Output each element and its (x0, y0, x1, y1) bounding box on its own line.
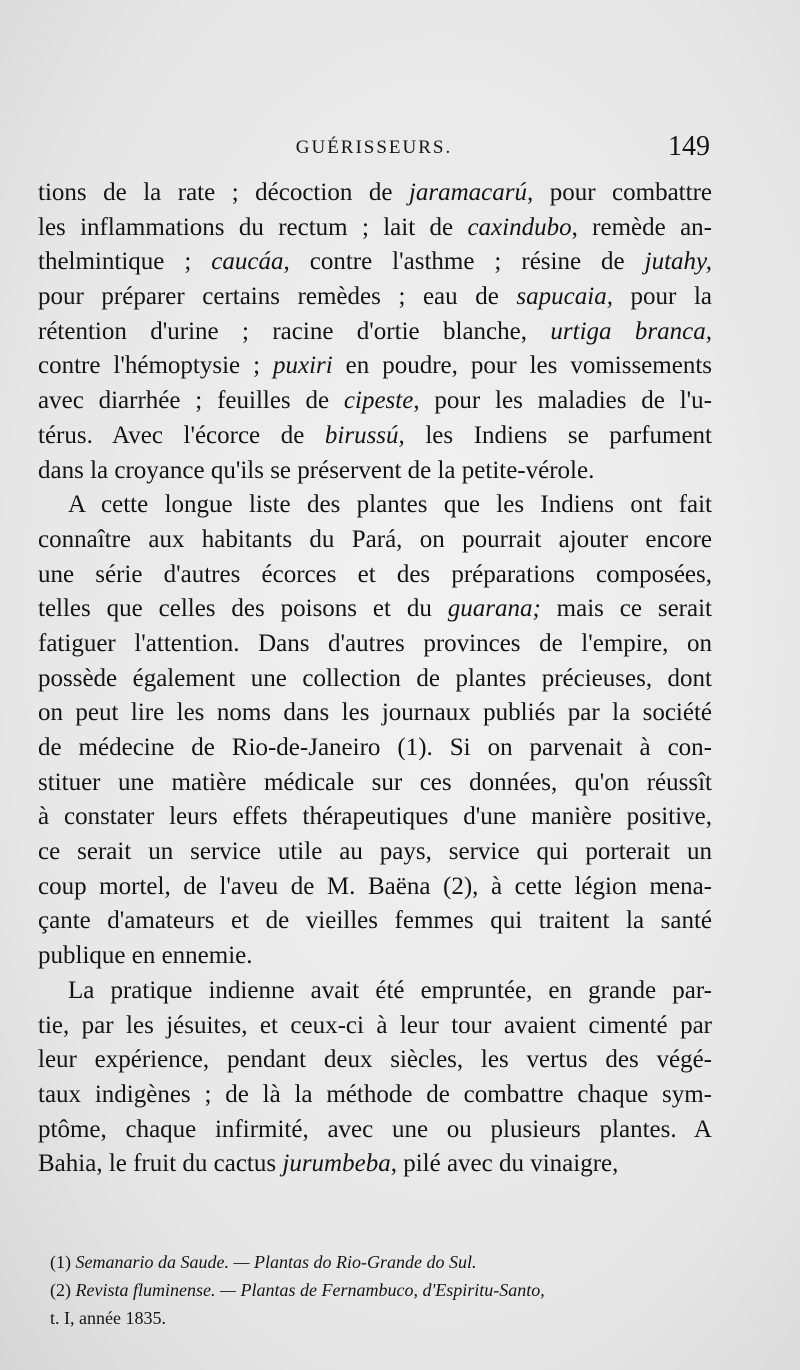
text-run: les Indiens se parfument (404, 421, 712, 449)
text-run: telles que celles des poisons et du (38, 595, 448, 623)
page-header (40, 131, 708, 167)
text-line (38, 904, 712, 939)
text-line (38, 1113, 712, 1148)
text-line (38, 211, 712, 246)
text-run: thelmintique ; (38, 248, 212, 276)
text-line (38, 939, 712, 974)
text-line (38, 800, 712, 835)
text-run: connaître aux habitants du Pará, on pourrait ajouter encore (38, 525, 712, 553)
text-run: Bahia, le fruit du cactus (38, 1150, 283, 1178)
text-run: La pratique indienne avait été empruntée, en grande par- (68, 976, 712, 1004)
text-run: les inflammations du rectum ; lait de (38, 213, 468, 241)
text-line (38, 1043, 712, 1078)
text-run: rétention d'urine ; racine d'ortie blanche, (38, 317, 551, 345)
text-run: stituer une matière médicale sur ces données, qu'on réussît (38, 768, 712, 796)
footnote-number: (1) (50, 1252, 71, 1272)
text-line (38, 523, 712, 558)
text-run: de médecine de Rio-de-Janeiro (1). Si on parvenait à con- (38, 734, 712, 761)
text-run: pour préparer certains remèdes ; eau de (38, 283, 517, 311)
text-line (38, 488, 712, 523)
text-run: çante d'amateurs et de vieilles femmes qui traitent la santé (38, 907, 712, 935)
text-run: avec diarrhée ; feuilles de (38, 387, 344, 415)
text-run: en poudre, pour les vomissements (332, 352, 712, 380)
italic-term: jutahy, (644, 248, 712, 276)
italic-term: cipeste (343, 387, 414, 415)
text-run: possède également une collection de plantes précieuses, dont (38, 664, 712, 692)
italic-term: caucáa (211, 248, 284, 276)
text-line (38, 176, 712, 211)
text-run: , pilé avec du vinaigre, (390, 1150, 619, 1178)
paragraph (38, 974, 712, 1182)
text-run: fatiguer l'attention. Dans d'autres provinces de l'empire, on (38, 629, 712, 657)
text-line (38, 731, 712, 766)
italic-term: jurumbeba (282, 1150, 391, 1178)
text-run: mais ce serait (540, 595, 712, 623)
page-number: 149 (668, 131, 710, 162)
running-title: GUÉRISSEURS. (295, 137, 453, 158)
text-run: publique en ennemie. (38, 942, 253, 970)
footnote-text: Revista fluminense. — Plantas de Fernambuco, d'Espiritu-Santo, (75, 1280, 545, 1300)
text-run: leur expérience, pendant deux siècles, les vertus des végé- (38, 1046, 712, 1074)
text-line (38, 592, 712, 627)
text-run: , pour les maladies de l'u- (413, 387, 712, 415)
text-line (38, 627, 712, 662)
text-run: A cette longue liste des plantes que les Indiens ont fait (68, 491, 712, 519)
text-run: tie, par les jésuites, et ceux-ci à leur tour avaient cimenté par (38, 1011, 712, 1039)
text-line (38, 1009, 712, 1044)
text-line (38, 245, 712, 280)
paragraph (38, 176, 712, 488)
footnote (50, 1248, 716, 1276)
text-run: ptôme, chaque infirmité, avec une ou plusieurs plantes. A (38, 1115, 712, 1143)
text-line (38, 662, 712, 697)
text-line (38, 696, 712, 731)
text-run: , contre l'asthme ; résine de (283, 248, 645, 276)
body-text (38, 176, 712, 1182)
text-line (38, 835, 712, 870)
text-line (38, 315, 712, 350)
text-line (38, 1147, 712, 1182)
paragraph (38, 488, 712, 974)
italic-term: jaramacarú, (408, 179, 534, 206)
text-line (38, 1078, 712, 1113)
text-line (38, 766, 712, 801)
text-run: ce serait un service utile au pays, service qui porterait un (38, 838, 712, 866)
text-run: taux indigènes ; de là la méthode de combattre chaque sym- (38, 1080, 712, 1108)
text-line (38, 419, 712, 454)
text-run: pour combattre (533, 179, 713, 206)
text-line (38, 280, 712, 315)
footnote (50, 1304, 716, 1332)
italic-term: guarana; (447, 595, 541, 623)
text-line (38, 974, 712, 1009)
text-run: on peut lire les noms dans les journaux publiés par la société (38, 699, 712, 727)
text-run: à constater leurs effets thérapeutiques d'une manière positive, (38, 803, 712, 831)
text-run: pour la (612, 283, 712, 311)
text-run: une série d'autres écorces et des préparations composées, (38, 560, 712, 588)
italic-term: birussú, (324, 421, 405, 449)
text-run: , remède an- (571, 213, 713, 241)
text-line (38, 349, 712, 384)
footnote (50, 1276, 716, 1304)
footnotes (50, 1248, 716, 1332)
footnote-number: (2) (50, 1280, 71, 1300)
text-run: tions de la rate ; décoction de (38, 179, 409, 206)
footnote-text: Semanario da Saude. — Plantas do Rio-Grande do Sul. (75, 1252, 477, 1272)
italic-term: caxindubo (467, 213, 572, 241)
italic-term: puxiri (272, 352, 333, 380)
text-line (38, 558, 712, 593)
footnote-text: t. I, année 1835. (50, 1308, 166, 1328)
text-run: contre l'hémoptysie ; (38, 352, 273, 380)
text-line (38, 384, 712, 419)
text-run: coup mortel, de l'aveu de M. Baëna (2), à cette légion mena- (38, 872, 712, 900)
text-line (38, 454, 712, 489)
text-run: dans la croyance qu'ils se préservent de la petite-vérole. (38, 456, 595, 484)
text-line (38, 870, 712, 905)
text-run: térus. Avec l'écorce de (38, 421, 325, 449)
italic-term: urtiga branca, (550, 317, 712, 345)
italic-term: sapucaia, (516, 283, 613, 311)
